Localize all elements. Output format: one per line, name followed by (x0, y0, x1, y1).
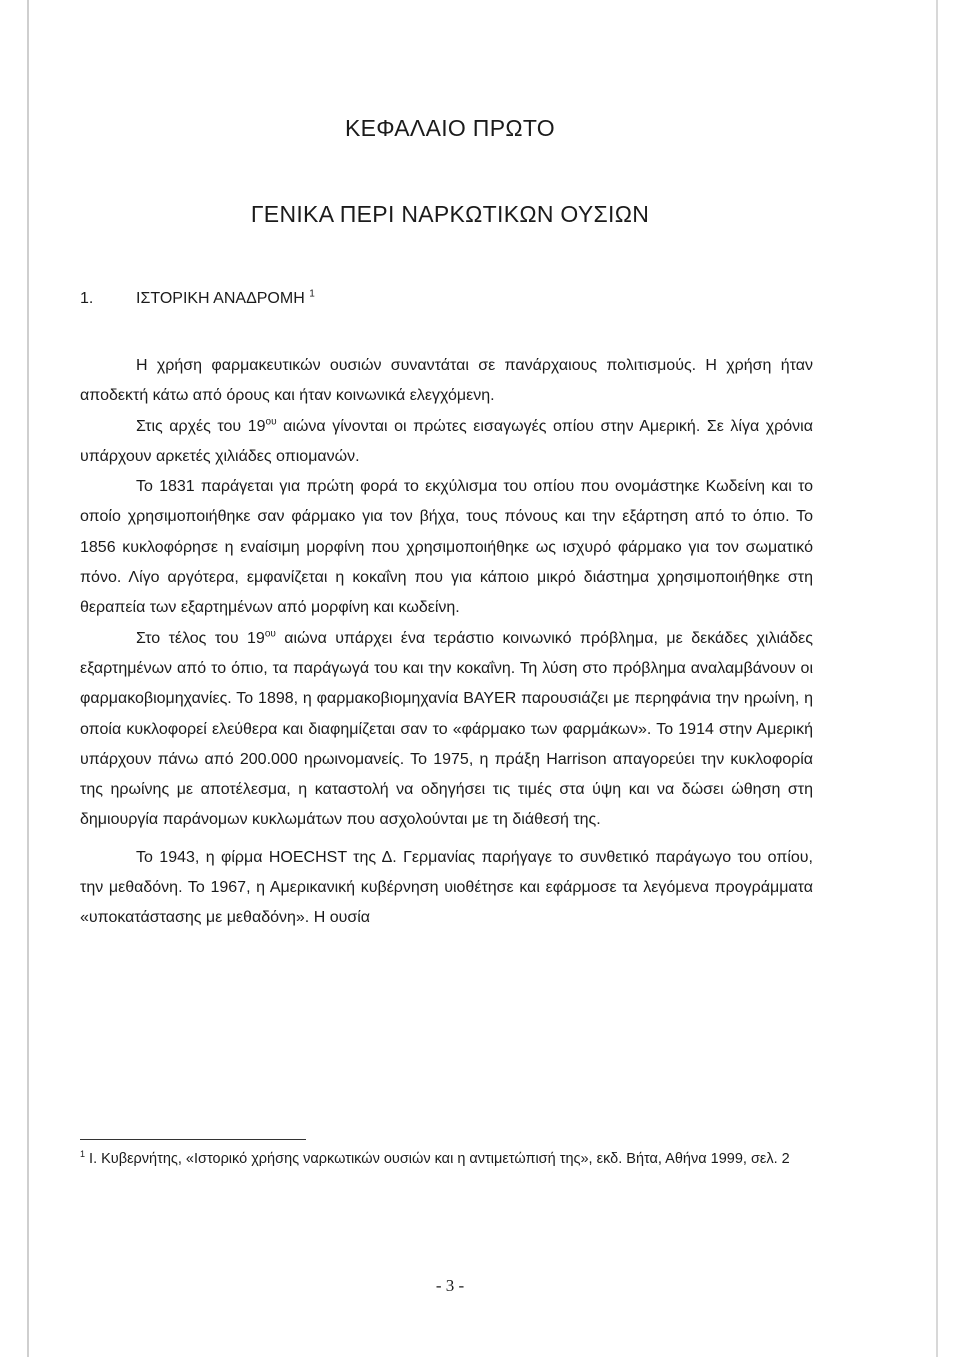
chapter-title: ΚΕΦΑΛΑΙΟ ΠΡΩΤΟ (345, 115, 555, 141)
paragraph-2-start: Στις αρχές του 19 (136, 417, 266, 435)
section-number: 1. (80, 290, 94, 307)
paragraph-2-rest: αιώνα γίνονται οι πρώτες εισαγωγές οπίου στην Αμερική. Σε λίγα χρόνια υπάρχουν αρκετές χιλιάδες οπιομανών. (80, 417, 813, 465)
paragraph-4-start: Στο τέλος του 19 (136, 629, 265, 647)
page-number: - 3 - (435, 1276, 465, 1295)
footnote-divider (80, 1139, 306, 1140)
paragraph-2 (80, 412, 813, 473)
ordinal-superscript: ου (265, 416, 277, 428)
footnote-marker: 1 (80, 1149, 86, 1160)
chapter-subtitle: ΓΕΝΙΚΑ ΠΕΡΙ ΝΑΡΚΩΤΙΚΩΝ ΟΥΣΙΩΝ (250, 201, 650, 227)
section-heading (80, 290, 315, 308)
ordinal-superscript: ου (264, 628, 276, 640)
paragraph-1: Η χρήση φαρμακευτικών ουσιών συναντάται σε πανάρχαιους πολιτισμούς. Η χρήση ήταν αποδεκτή κάτω από όρους και ήταν κοινωνικά ελεγχόμενη. (80, 357, 813, 405)
paragraph-4-rest: αιώνα υπάρχει ένα τεράστιο κοινωνικό πρόβλημα, με δεκάδες χιλιάδες εξαρτημένων από το όπιο, τα παράγωγά του και την κοκαΐνη. Τη λύση στο πρόβλημα αναλαμβάνουν οι φαρμακοβιομηχανίες. Το 1898, η φαρμακοβιομηχανία BAYER παρουσιάζει με περηφάνια την ηρωίνη, η οποία κυκλοφορεί ελεύθερα και διαφημίζεται σαν το «φάρμακο των φαρμάκων». Το 1914 στην Αμερική υπάρχουν πάνω από 200.000 ηρωινομανείς. Το 1975, η πράξη Harrison απαγορεύει την κυκλοφορία της ηρωίνης με αποτέλεσμα, η καταστολή να οδηγήσει τις τιμές στα ύψη και να δώσει ώθηση στη δημιουργία παράνομων κυκλωμάτων που ασχολούνται με τη διάθεσή της. (80, 629, 813, 829)
paragraph-4 (80, 624, 813, 836)
section-title: ΙΣΤΟΡΙΚΗ ΑΝΑΔΡΟΜΗ (136, 290, 305, 307)
paragraph-3: Το 1831 παράγεται για πρώτη φορά το εκχύλισμα του οπίου που ονομάστηκε Κωδείνη και το οποίο χρησιμοποιήθηκε σαν φάρμακο για τον βήχα, τους πόνους και την εξάρτηση από το όπιο. Το 1856 κυκλοφόρησε η εναίσιμη μορφίνη που χρησιμοποιήθηκε ως ισχυρό φάρμακο για τον σωματικό πόνο. Λίγο αργότερα, εμφανίζεται η κοκαΐνη που για κάποιο μικρό διάστημα χρησιμοποιήθηκε στη θεραπεία των εξαρτημένων από μορφίνη και κωδείνη. (80, 478, 813, 617)
footnote-reference[interactable]: 1 (309, 288, 315, 300)
paragraph-5: Το 1943, η φίρμα HOECHST της Δ. Γερμανίας παρήγαγε το συνθετικό παράγωγο του οπίου, την μεθαδόνη. Το 1967, η Αμερικανική κυβέρνηση υιοθέτησε και εφάρμοσε τα λεγόμενα προγράμματα «υποκατάστασης με μεθαδόνη». Η ουσία (80, 848, 813, 927)
body-text (80, 351, 813, 934)
footnote (80, 1148, 813, 1171)
footnote-text: Ι. Κυβερνήτης, «Ιστορικό χρήσης ναρκωτικών ουσιών και η αντιμετώπισή της», εκδ. Βήτα, Αθήνα 1999, σελ. 2 (85, 1151, 790, 1167)
